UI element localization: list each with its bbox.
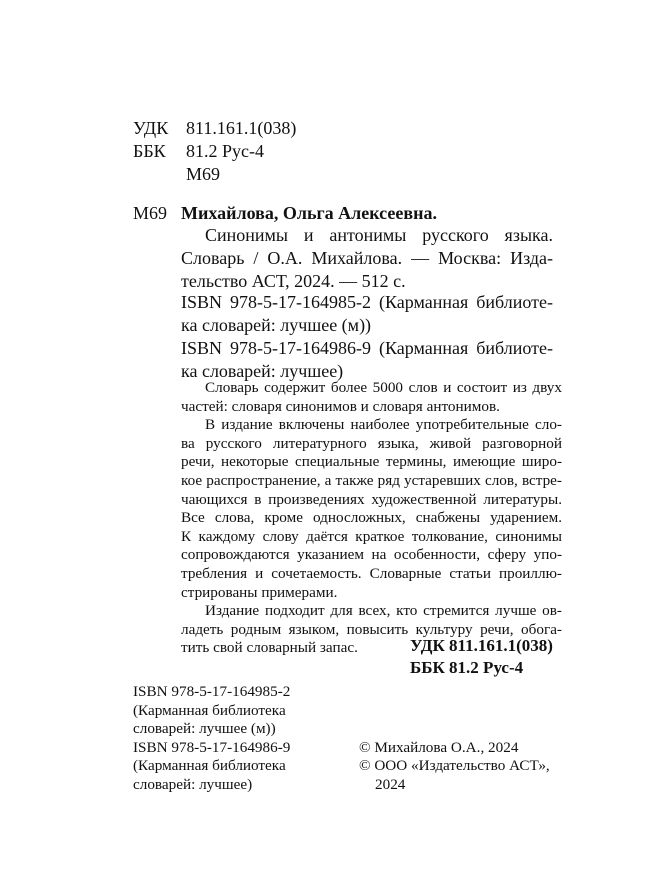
- copyright-line: © Михайлова О.А., 2024: [359, 738, 519, 756]
- annotation-line: стрированы примерами.: [181, 583, 338, 601]
- entry-author: Михайлова, Ольга Алексеевна.: [181, 203, 437, 223]
- annotation-line: чающихся в произведениях художественной литературы.: [181, 490, 562, 508]
- isbn-block-line: (Карманная библиотека: [133, 701, 286, 719]
- annotation-line: ладеть родным языком, повысить культуру речи, обога-: [181, 620, 562, 638]
- entry-title-line: Словарь / О.А. Михайлова. — Москва: Изда-: [181, 248, 553, 268]
- entry-isbn-line: ISBN 978-5-17-164986-9 (Карманная библиоте-: [181, 338, 553, 358]
- isbn-block-line: словарей: лучшее (м)): [133, 720, 276, 738]
- copyright-line: 2024: [375, 776, 406, 793]
- annotation-line: требления и сочетаемость. Словарные статьи проиллю-: [181, 565, 562, 582]
- entry-title-line: тельство АСТ, 2024. — 512 с.: [181, 271, 406, 291]
- udk-label: УДК: [133, 118, 169, 138]
- annotation-line: ва русского литературного языка, живой разговорной: [181, 434, 562, 452]
- copyright-line: © ООО «Издательство АСТ»,: [359, 757, 550, 775]
- entry-isbn-line: ISBN 978-5-17-164985-2 (Карманная библиоте-: [181, 292, 553, 312]
- isbn-block-line: (Карманная библиотека: [133, 757, 286, 775]
- annotation-line: речи, некоторые специальные термины, имеющие широ-: [181, 453, 562, 471]
- bottom-bbk: ББК 81.2 Рус-4: [410, 658, 524, 677]
- annotation-line: В издание включены наиболее употребительные сло-: [205, 416, 562, 434]
- udk-value: 811.161.1(038): [186, 118, 297, 138]
- isbn-block-line: словарей: лучшее): [133, 776, 253, 793]
- isbn-block-line: ISBN 978-5-17-164986-9: [133, 738, 291, 756]
- annotation-line: кое распространение, а также ряд устаревших слов, встре-: [181, 472, 562, 489]
- isbn-block-line: ISBN 978-5-17-164985-2: [133, 683, 291, 700]
- entry-title-line: Синонимы и антонимы русского языка.: [205, 225, 553, 245]
- entry-isbn-line: ка словарей: лучшее (м)): [181, 315, 372, 335]
- entry-isbn-line: ка словарей: лучшее): [181, 361, 344, 381]
- entry-mark: М69: [133, 203, 168, 223]
- bbk-label: ББК: [133, 141, 166, 161]
- annotation-line: Словарь содержит более 5000 слов и состоит из двух: [205, 379, 562, 396]
- annotation-line: К каждому слову даётся краткое толкование, синонимы: [181, 527, 562, 545]
- bbk-value: 81.2 Рус-4: [186, 141, 264, 161]
- annotation-line: сопровождаются указанием на особенности, сферу упо-: [181, 546, 562, 564]
- annotation-line: частей: словаря синонимов и словаря антонимов.: [181, 397, 500, 415]
- bottom-udk: УДК 811.161.1(038): [410, 636, 553, 655]
- annotation-line: тить свой словарный запас.: [181, 639, 358, 657]
- annotation-line: Издание подходит для всех, кто стремится лучше ов-: [205, 602, 562, 620]
- author-mark: М69: [186, 164, 221, 184]
- annotation-line: Все слова, кроме односложных, снабжены ударением.: [181, 509, 562, 527]
